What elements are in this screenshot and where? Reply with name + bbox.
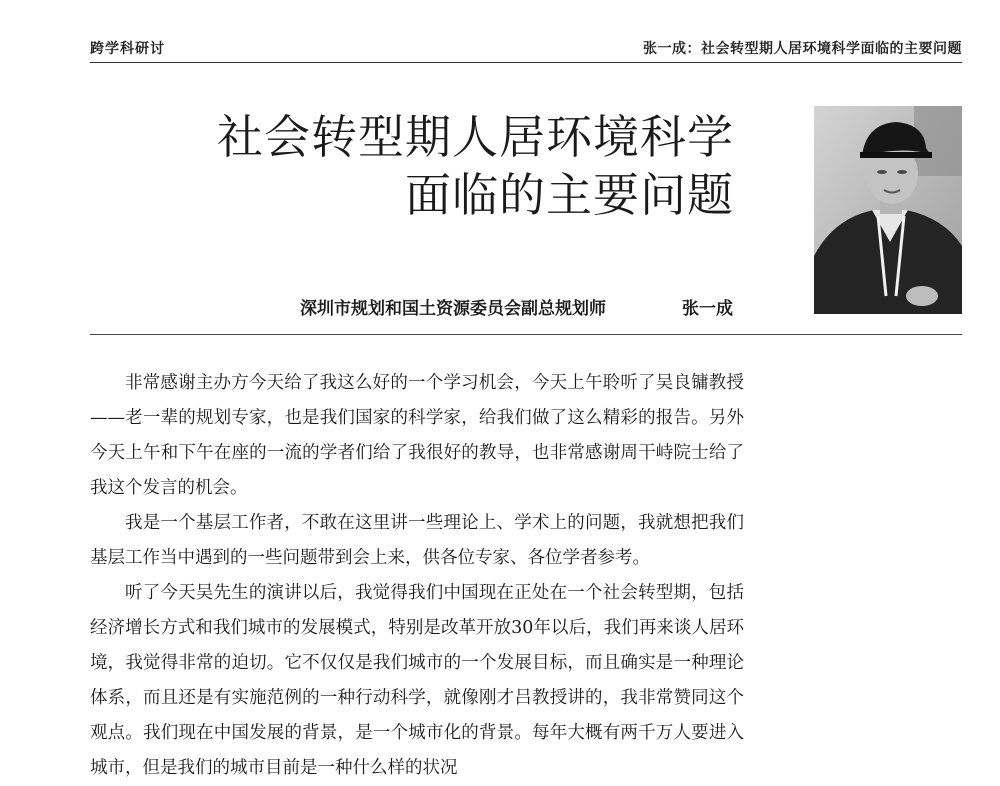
byline-divider: [90, 334, 962, 335]
author-photo: [814, 106, 962, 314]
author-name: 张一成: [682, 299, 733, 319]
paragraph: 我是一个基层工作者，不敢在这里讲一些理论上、学术上的问题，我就想把我们基层工作当中遇到的一些问题带到会上来，供各位专家、各位学者参考。: [90, 513, 744, 568]
title-line-1: 社会转型期人居环境科学: [217, 110, 734, 164]
article-title: [217, 108, 734, 224]
title-line-2: 面临的主要问题: [405, 168, 734, 222]
article-body: [90, 366, 744, 786]
header-divider: [90, 62, 962, 63]
author-portrait-image: [814, 106, 962, 314]
running-title: 张一成：社会转型期人居环境科学面临的主要问题: [643, 41, 962, 57]
author-affiliation: 深圳市规划和国土资源委员会副总规划师: [300, 299, 606, 319]
section-label: 跨学科研讨: [90, 41, 165, 57]
paragraph: 非常感谢主办方今天给了我这么好的一个学习机会，今天上午聆听了吴良镛教授——老一辈的规划专家，也是我们国家的科学家，给我们做了这么精彩的报告。另外今天上午和下午在座的一流的学者们给了我很好的教导，也非常感谢周干峙院士给了我这个发言的机会。: [90, 373, 744, 498]
paragraph: 听了今天吴先生的演讲以后，我觉得我们中国现在正处在一个社会转型期，包括经济增长方式和我们城市的发展模式，特别是改革开放30年以后，我们再来谈人居环境，我觉得非常的迫切。它不仅仅是我们城市的一个发展目标，而且确实是一种理论体系，而且还是有实施范例的一种行动科学，就像刚才吕教授讲的，我非常赞同这个观点。我们现在中国发展的背景，是一个城市化的背景。每年大概有两千万人要进入城市，但是我们的城市目前是一种什么样的状况: [90, 583, 744, 778]
